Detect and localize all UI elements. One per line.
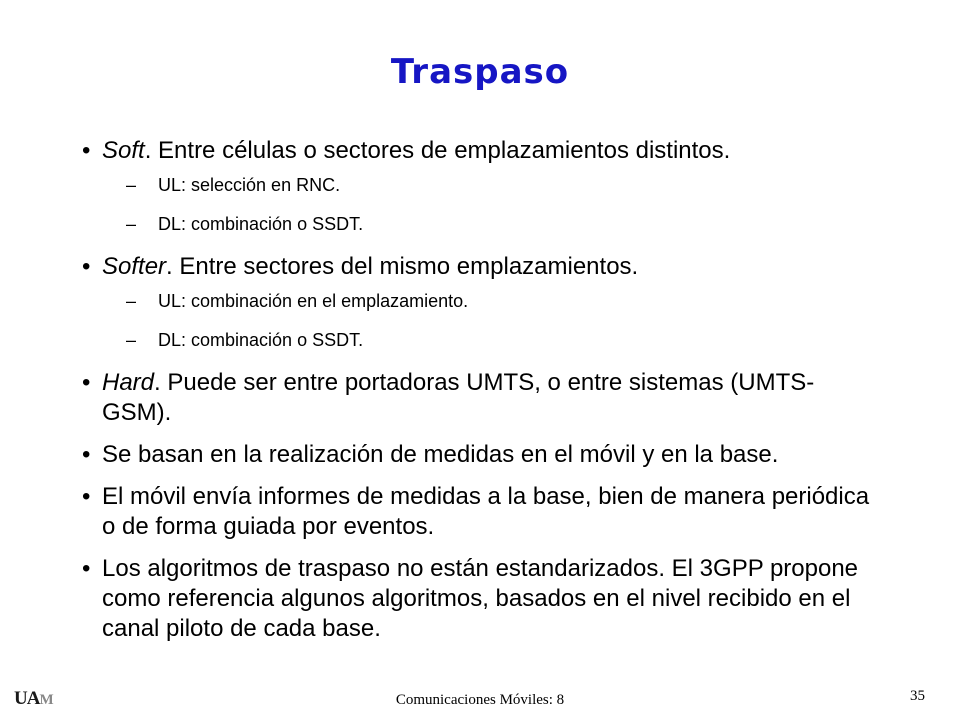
footer-course: Comunicaciones Móviles: 8 (395, 692, 565, 708)
dash-marker: – (126, 214, 137, 234)
slide-content (80, 136, 870, 652)
dash-marker: – (126, 175, 137, 195)
sub-item-text: UL: combinación en el emplazamiento. (158, 291, 469, 311)
bullet-marker: • (82, 483, 91, 510)
logo-text: UA (14, 688, 40, 709)
bullet-text: Se basan en la realización de medidas en el móvil y en la base. (102, 441, 779, 468)
bullet-text: El móvil envía informes de medidas a la base, bien de manera periódica o de forma guiada por eventos. (102, 483, 870, 540)
logo-mark: M (39, 692, 53, 708)
dash-marker: – (126, 330, 137, 350)
sub-item-text: DL: combinación o SSDT. (158, 330, 364, 350)
bullet-soft (80, 136, 870, 166)
bullet-reports (80, 482, 870, 542)
bullet-marker: • (82, 137, 91, 164)
sub-item-text: DL: combinación o SSDT. (158, 214, 364, 234)
bullet-text: . Puede ser entre portadoras UMTS, o entre sistemas (UMTS-GSM). (102, 369, 815, 426)
bullet-marker: • (82, 441, 91, 468)
dash-marker: – (126, 291, 137, 311)
bullet-marker: • (82, 555, 91, 582)
bullet-marker: • (82, 253, 91, 280)
slide-title: Traspaso (390, 52, 570, 92)
bullet-measurements (80, 440, 870, 470)
bullet-text: . Entre sectores del mismo emplazamientos. (166, 253, 639, 280)
bullet-text: Los algoritmos de traspaso no están estandarizados. El 3GPP propone como referencia algunos algoritmos, basados en el nivel recibido en el canal piloto de cada base. (102, 555, 859, 642)
bullet-text: . Entre células o sectores de emplazamientos distintos. (144, 137, 731, 164)
bullet-hard (80, 368, 870, 428)
bullet-term: Soft (102, 137, 145, 164)
sub-item-text: UL: selección en RNC. (158, 175, 341, 195)
sub-item (80, 174, 870, 196)
bullet-term: Hard (102, 369, 155, 396)
sub-item (80, 329, 870, 351)
bullet-algorithms (80, 554, 870, 644)
page-number: 35 (910, 688, 925, 704)
sub-item (80, 290, 870, 312)
bullet-softer (80, 252, 870, 282)
bullet-term: Softer (102, 253, 167, 280)
bullet-marker: • (82, 369, 91, 396)
sub-item (80, 213, 870, 235)
